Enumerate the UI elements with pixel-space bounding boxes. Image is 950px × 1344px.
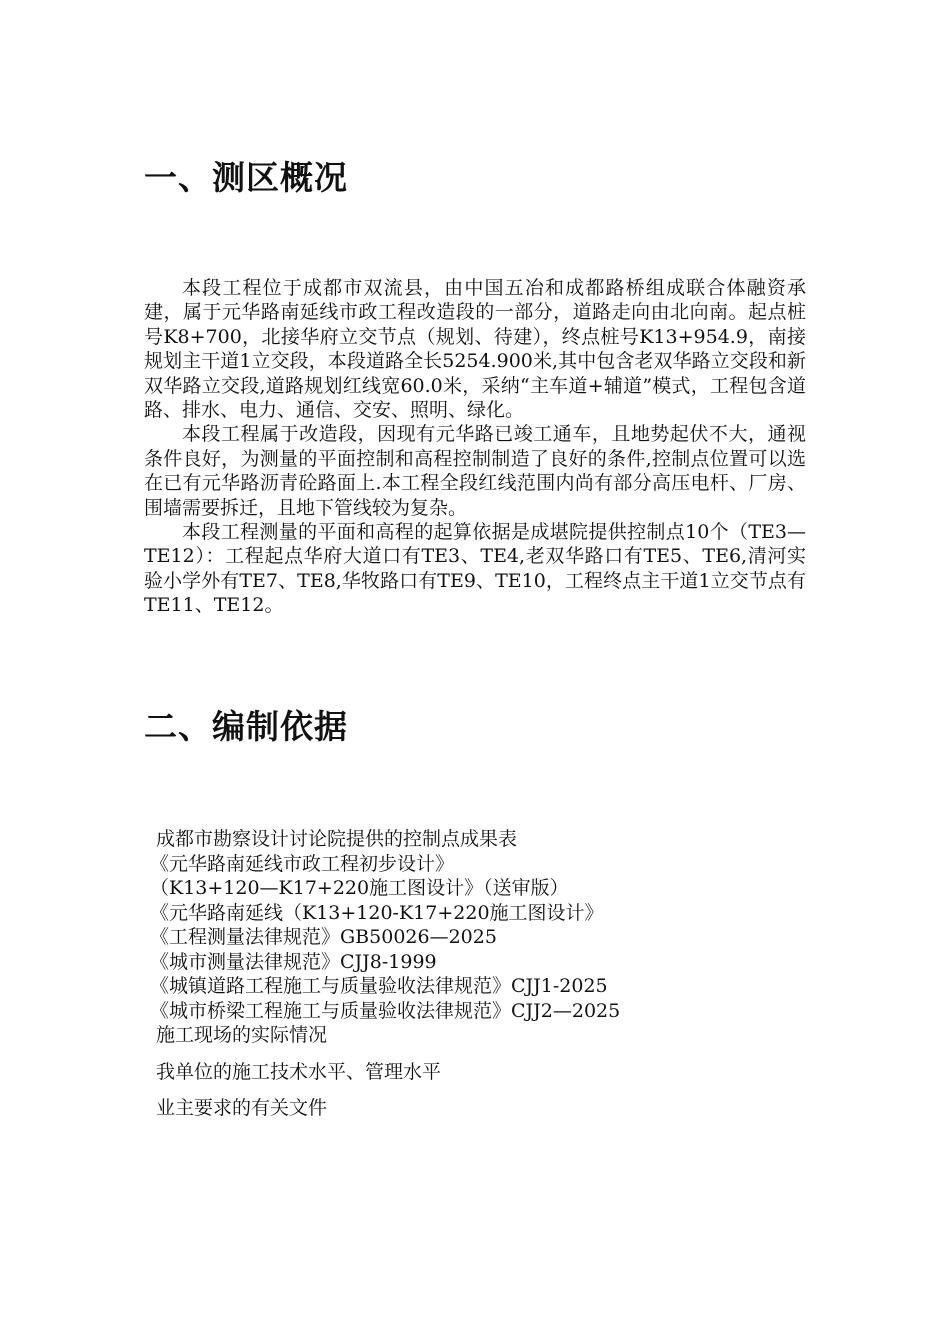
list-item: 《元华路南延线市政工程初步设计》: [150, 852, 455, 875]
list-item: （K13+120—K17+220施工图设计》（送审版）: [150, 877, 569, 899]
section-heading-compilation-basis: 二、编制依据: [144, 707, 348, 746]
paragraph: 本段工程测量的平面和高程的起算依据是成堪院提供控制点10个（TE3—TE12）：工程起点华府大道口有TE3、TE4,老双华路口有TE5、TE6,清河实验小学外有TE7、TE8,华牧路口有TE9、TE10，工程终点主干道1立交节点有TE11、TE12。: [144, 521, 806, 617]
list-item: 《城镇道路工程施工与质量验收法律规范》CJJ1-2025: [150, 975, 608, 997]
list-item: 《城市测量法律规范》CJJ8-1999: [150, 950, 437, 973]
paragraph: 本段工程属于改造段，因现有元华路已竣工通车，且地势起伏不大，通视条件良好，为测量的平面控制和高程控制制造了良好的条件,控制点位置可以选在已有元华路沥青砼路面上.本工程全段红线范围内尚有部分高压电杆、厂房、围墙需要拆迁，且地下管线较为复杂。: [144, 423, 806, 519]
survey-overview-body: [144, 276, 806, 618]
list-item: 我单位的施工技术水平、管理水平: [156, 1060, 442, 1083]
section-heading-survey-overview: 一、测区概况: [144, 158, 348, 197]
list-item: 成都市勘察设计讨论院提供的控制点成果表: [156, 828, 518, 850]
list-item: 《城市桥梁工程施工与质量验收法律规范》CJJ2—2025: [150, 999, 621, 1022]
list-item: 业主要求的有关文件: [156, 1097, 328, 1119]
reference-list: [150, 827, 810, 1121]
list-item: 施工现场的实际情况: [156, 1024, 328, 1046]
paragraph: 本段工程位于成都市双流县，由中国五冶和成都路桥组成联合体融资承建，属于元华路南延线市政工程改造段的一部分，道路走向由北向南。起点桩号K8+700，北接华府立交节点（规划、待建），终点桩号K13+954.9，南接规划主干道1立交段，本段道路全长5254.900米,其中包含老双华路立交段和新双华路立交段,道路规划红线宽60.0米，采纳“主车道+辅道”模式，工程包含道路、排水、电力、通信、交安、照明、绿化。: [144, 277, 806, 422]
list-item: 《工程测量法律规范》GB50026—2025: [150, 926, 497, 948]
list-item: 《元华路南延线（K13+120-K17+220施工图设计》: [150, 901, 604, 924]
